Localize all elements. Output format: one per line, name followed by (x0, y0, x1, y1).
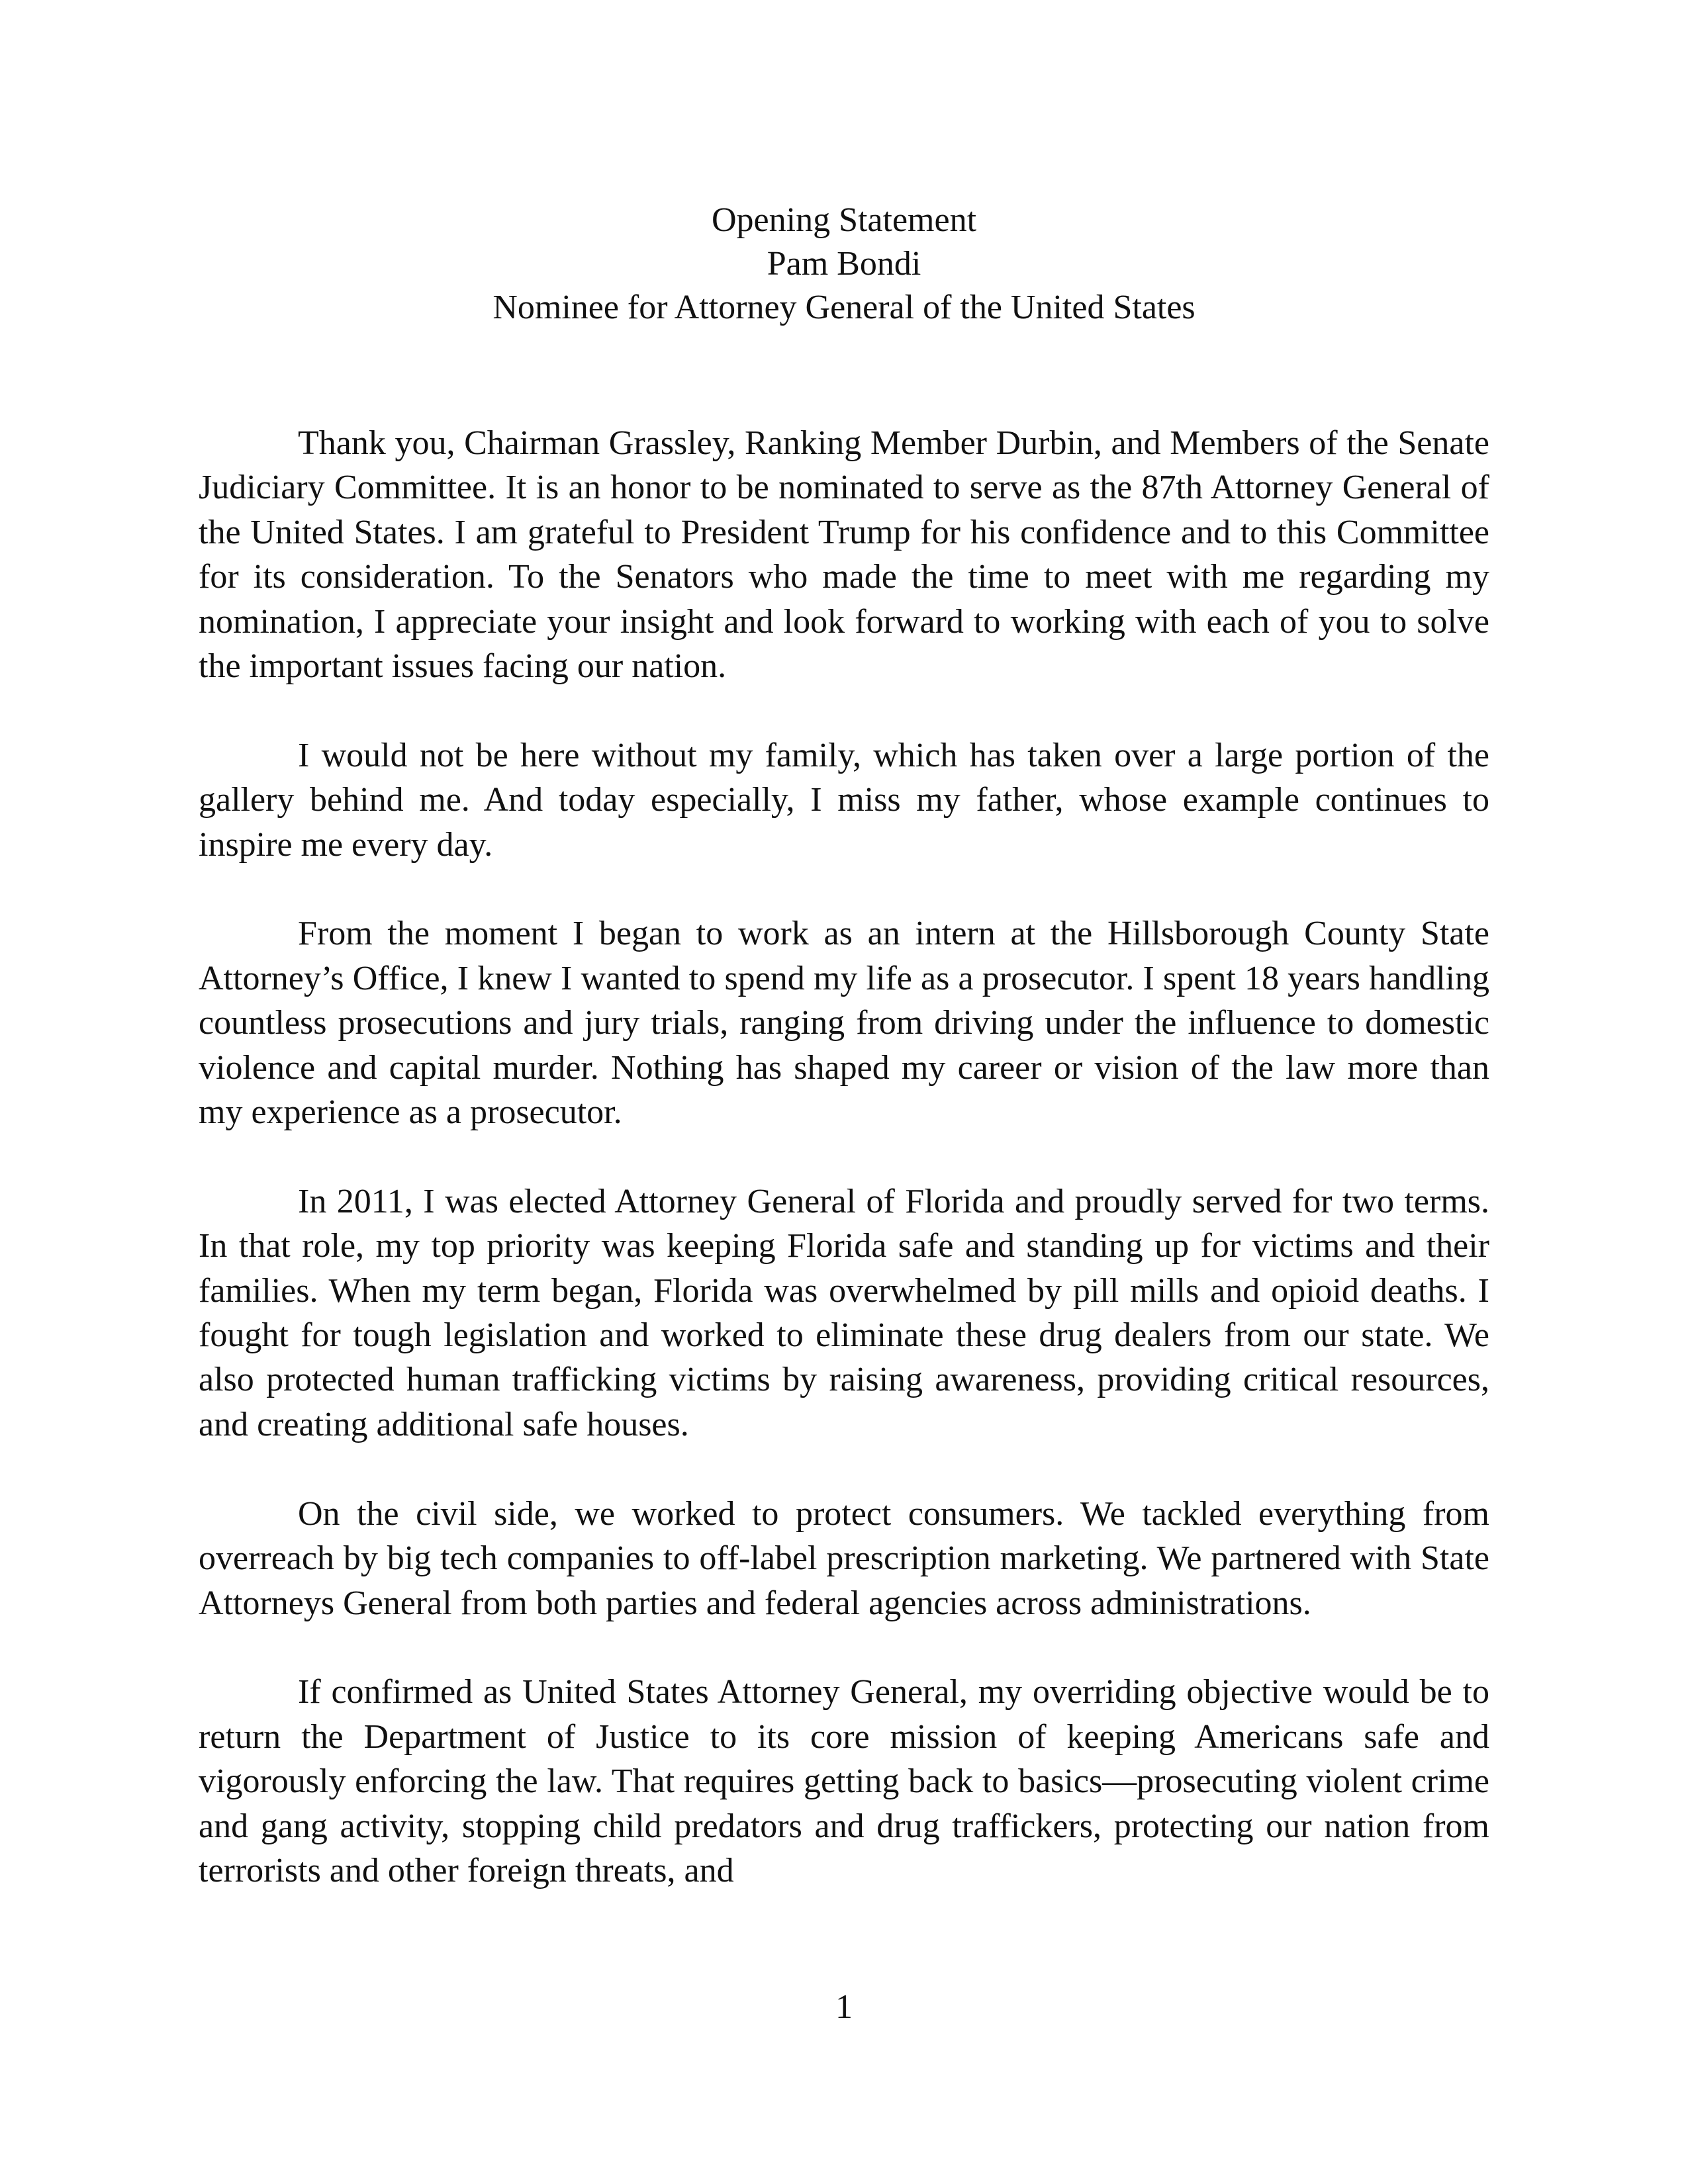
document-header (0, 199, 1688, 330)
paragraph-5: On the civil side, we worked to protect consumers. We tackled everything from overreach by big tech companies to off-label prescription marketing. We partnered with State Attorneys General from both parties and federal agencies across administrations. (199, 1494, 1489, 1622)
header-subtitle: Nominee for Attorney General of the United States (492, 289, 1196, 326)
paragraph-3: From the moment I began to work as an intern at the Hillsborough County State Attorney’s Office, I knew I wanted to spend my life as a prosecutor. I spent 18 years handling countless prosecutions and jury trials, ranging from driving under the influence to domestic violence and capital murder. Nothing has shaped my career or vision of the law more than my experience as a prosecutor. (199, 915, 1489, 1132)
document-body (199, 421, 1489, 1893)
paragraph-2: I would not be here without my family, which has taken over a large portion of the gallery behind me. And today especially, I miss my father, whose example continues to inspire me every day. (199, 736, 1489, 864)
header-name: Pam Bondi (767, 245, 921, 283)
paragraph-1: Thank you, Chairman Grassley, Ranking Member Durbin, and Members of the Senate Judiciary Committee. It is an honor to be nominated to serve as the 87th Attorney General of the United States. I am grateful to President Trump for his confidence and to this Committee for its consideration. To the Senators who made the time to meet with me regarding my nomination, I appreciate your insight and look forward to working with each of you to solve the important issues facing our nation. (199, 424, 1489, 686)
page-number: 1 (835, 1988, 853, 2026)
paragraph-4: In 2011, I was elected Attorney General of Florida and proudly served for two terms. In that role, my top priority was keeping Florida safe and standing up for victims and their families. When my term began, Florida was overwhelmed by pill mills and opioid deaths. I fought for tough legislation and worked to eliminate these drug dealers from our state. We also protected human trafficking victims by raising awareness, providing critical resources, and creating additional safe houses. (199, 1182, 1489, 1443)
header-title: Opening Statement (711, 201, 977, 239)
paragraph-6: If confirmed as United States Attorney General, my overriding objective would be to return the Department of Justice to its core mission of keeping Americans safe and vigorously enforcing the law. That requires getting back to basics—prosecuting violent crime and gang activity, stopping child predators and drug traffickers, protecting our nation from terrorists and other foreign threats, and (199, 1673, 1489, 1889)
